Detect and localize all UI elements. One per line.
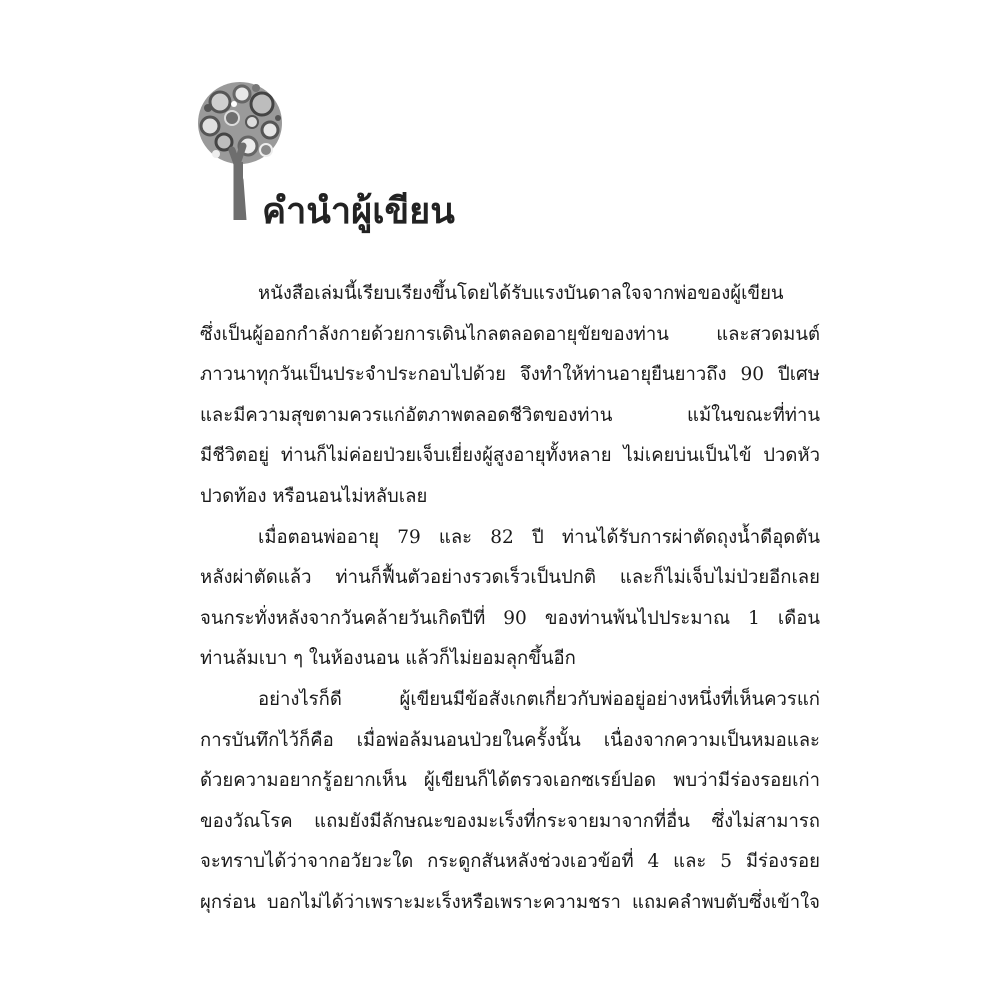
paragraph (200, 274, 820, 518)
text-line: ผุกร่อน บอกไม่ได้ว่าเพราะมะเร็งหรือเพราะความชรา แถมคลำพบตับซึ่งเข้าใจ (200, 891, 820, 913)
text-line: หลังผ่าตัดแล้ว ท่านก็ฟื้นตัวอย่างรวดเร็วเป็นปกติ และก็ไม่เจ็บไม่ป่วยอีกเลย (200, 567, 820, 589)
text-line: ท่านล้มเบา ๆ ในห้องนอน แล้วก็ไม่ยอมลุกขึ้นอีก (200, 648, 576, 670)
text-line: การบันทึกไว้ก็คือ เมื่อพ่อล้มนอนป่วยในครั้งนั้น เนื่องจากความเป็นหมอและ (200, 729, 820, 751)
text-line: จนกระทั่งหลังจากวันคล้ายวันเกิดปีที่ 90 ของท่านพ้นไปประมาณ 1 เดือน (200, 607, 820, 629)
text-line: ซึ่งเป็นผู้ออกกำลังกายด้วยการเดินไกลตลอดอายุขัยของท่าน และสวดมนต์ (200, 323, 820, 345)
text-line: อย่างไรก็ดี ผู้เขียนมีข้อสังเกตเกี่ยวกับพ่ออยู่อย่างหนึ่งที่เห็นควรแก่ (258, 688, 820, 710)
paragraph (200, 518, 820, 680)
text-line: ของวัณโรค แถมยังมีลักษณะของมะเร็งที่กระจายมาจากที่อื่น ซึ่งไม่สามารถ (200, 810, 820, 832)
text-line: เมื่อตอนพ่ออายุ 79 และ 82 ปี ท่านได้รับการผ่าตัดถุงน้ำดีอุดตัน (258, 526, 820, 548)
text-line: หนังสือเล่มนี้เรียบเรียงขึ้นโดยได้รับแรงบันดาลใจจากพ่อของผู้เขียน (258, 283, 784, 304)
preface-body (200, 274, 820, 924)
text-line: และมีความสุขตามควรแก่อัตภาพตลอดชีวิตของท่าน แม้ในขณะที่ท่าน (200, 404, 820, 426)
text-line: ปวดท้อง หรือนอนไม่หลับเลย (200, 485, 428, 507)
text-line: ภาวนาทุกวันเป็นประจำประกอบไปด้วย จึงทำให้ท่านอายุยืนยาวถึง 90 ปีเศษ (200, 364, 820, 386)
paragraph (200, 680, 820, 924)
text-line: จะทราบได้ว่าจากอวัยวะใด กระดูกสันหลังช่วงเอวข้อที่ 4 และ 5 มีร่องรอย (200, 851, 820, 873)
text-line: มีชีวิตอยู่ ท่านก็ไม่ค่อยป่วยเจ็บเยี่ยงผู้สูงอายุทั้งหลาย ไม่เคยบ่นเป็นไข้ ปวดหัว (200, 445, 820, 467)
page-title: คำนำผู้เขียน (262, 191, 455, 232)
text-line: ด้วยความอยากรู้อยากเห็น ผู้เขียนก็ได้ตรวจเอกซเรย์ปอด พบว่ามีร่องรอยเก่า (200, 770, 820, 792)
